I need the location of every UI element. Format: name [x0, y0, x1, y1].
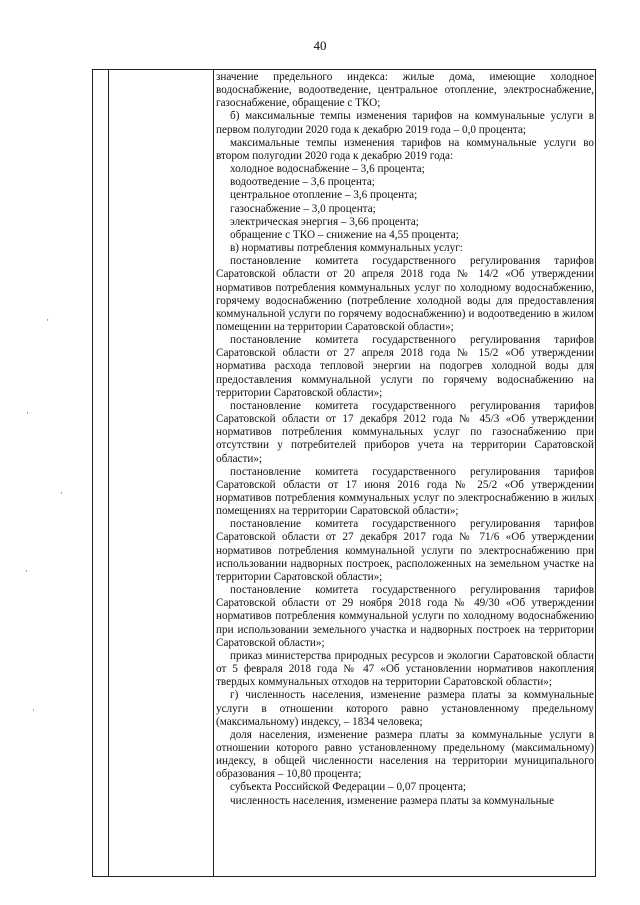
scan-speck: ·: [60, 488, 63, 498]
page-number: 40: [313, 38, 327, 53]
paragraph: постановление комитета государственного регулирования тарифов Саратовской области от 20 апреля 2018 года № 14/2 «Об утверждении нормативов потребления коммунальных услуг по холодному водоснабжению, горячему водоснабжению (потребление холодной воды для предоставления коммунальной услуги по горячему водоснабжению) и водоотведению в жилом помещении на территории Саратовской области»;: [216, 255, 594, 333]
table-column-divider: [108, 70, 109, 876]
table-text-column: [216, 71, 594, 808]
paragraph: постановление комитета государственного регулирования тарифов Саратовской области от 29 ноября 2018 года № 49/30 «Об утверждении нормативов потребления коммунальной услуги по холодному водоснабжению при использовании земельного участка и надворных построек на территории Саратовской области»;: [216, 584, 594, 649]
scan-speck: ·: [32, 705, 35, 715]
scan-speck: ·: [25, 566, 28, 576]
paragraph: постановление комитета государственного регулирования тарифов Саратовской области от 17 декабря 2012 года № 45/3 «Об утверждении нормативов потребления коммунальных услуг по газоснабжению при отсутствии у потребителей приборов учета на территории Саратовской области»;: [216, 399, 594, 465]
paragraph: постановление комитета государственного регулирования тарифов Саратовской области от 27 апреля 2018 года № 15/2 «Об утверждении норматива расхода тепловой энергии на подогрев холодной воды для предоставления коммунальной услуги по горячему водоснабжению на территории Саратовской области»;: [216, 334, 594, 399]
paragraph: постановление комитета государственного регулирования тарифов Саратовской области от 27 декабря 2017 года № 71/6 «Об утверждении нормативов потребления коммунальной услуги по электроснабжению при использовании надворных построек, расположенных на земельном участке на территории Саратовской области»;: [216, 518, 594, 583]
paragraph: субъекта Российской Федерации – 0,07 процента;: [230, 781, 467, 794]
paragraph: г) численность населения, изменение размера платы за коммунальные услуги в отношении которого равно установленному предельному (максимальному) индексу, – 1834 человека;: [216, 689, 594, 728]
paragraph: приказ министерства природных ресурсов и экологии Саратовской области от 5 февраля 2018 года № 47 «Об установлении нормативов накопления твердых коммунальных отходов на территории Саратовской области»;: [216, 649, 594, 689]
paragraph: постановление комитета государственного регулирования тарифов Саратовской области от 17 июня 2016 года № 25/2 «Об утверждении нормативов потребления коммунальных услуг по электроснабжению в жилых помещениях на территории Саратовской области»;: [216, 465, 594, 518]
document-table: [92, 69, 596, 877]
paragraph: максимальные темпы изменения тарифов на коммунальные услуги во втором полугодии 2020 года к декабрю 2019 года:: [216, 136, 594, 162]
paragraph: обращение с ТКО – снижение на 4,55 процента;: [230, 228, 459, 241]
paragraph: центральное отопление – 3,6 процента;: [230, 189, 418, 202]
scan-speck: ·: [46, 315, 49, 325]
paragraph: электрическая энергия – 3,66 процента;: [230, 215, 419, 228]
paragraph: доля населения, изменение размера платы за коммунальные услуги в отношении которого равно установленному предельному (максимальному) индексу, в общей численности населения на территории муниципального образования – 10,80 процента;: [216, 728, 594, 781]
paragraph: в) нормативы потребления коммунальных услуг:: [230, 242, 463, 255]
scan-speck: ·: [26, 408, 29, 418]
paragraph: водоотведение – 3,6 процента;: [230, 176, 375, 189]
paragraph: значение предельного индекса: жилые дома, имеющие холодное водоснабжение, водоотведение, центральное отопление, электроснабжение, газоснабжение, обращение с ТКО;: [216, 71, 594, 110]
table-column-divider: [213, 70, 214, 876]
paragraph: холодное водоснабжение – 3,6 процента;: [230, 163, 425, 176]
paragraph: численность населения, изменение размера платы за коммунальные: [230, 794, 555, 807]
paragraph: б) максимальные темпы изменения тарифов на коммунальные услуги в первом полугодии 2020 года к декабрю 2019 года – 0,0 процента;: [216, 110, 594, 136]
paragraph: газоснабжение – 3,0 процента;: [230, 202, 376, 215]
